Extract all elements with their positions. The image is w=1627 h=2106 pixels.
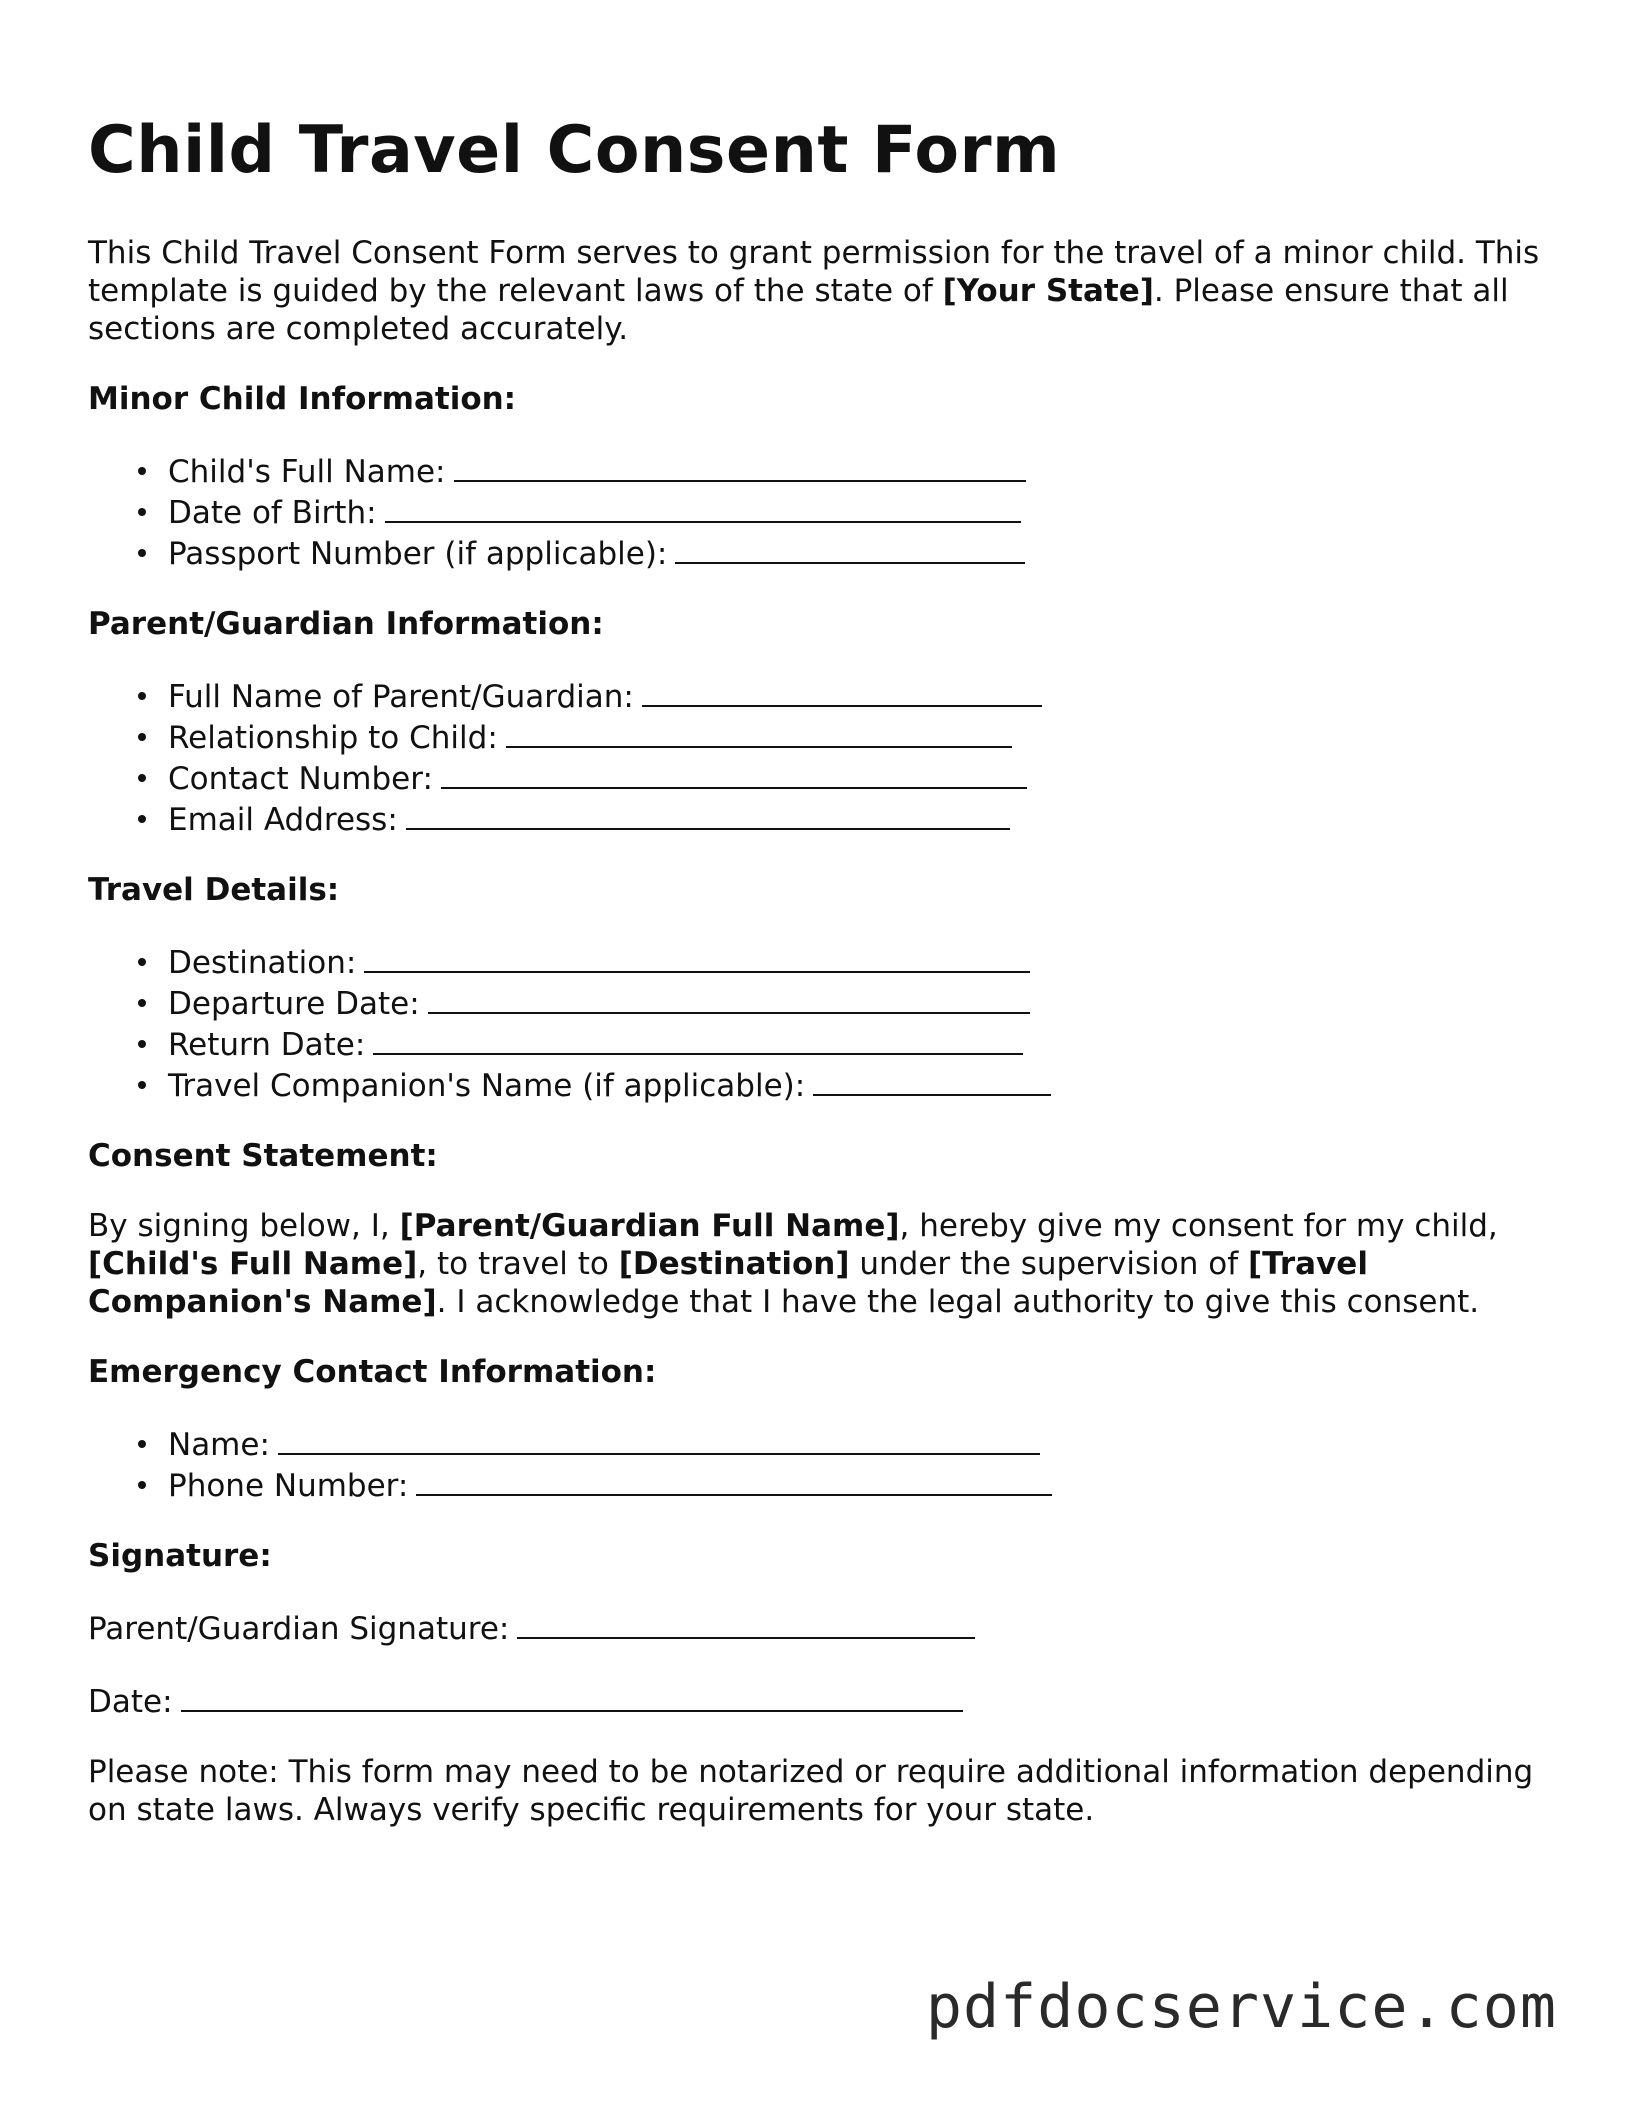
minor-child-list	[88, 450, 1548, 573]
parent-full-name-field[interactable]	[642, 675, 1042, 707]
list-item: Departure Date:	[168, 982, 1548, 1023]
emergency-heading: Emergency Contact Information:	[88, 1354, 657, 1390]
list-item: Email Address:	[168, 798, 1548, 839]
emergency-list	[88, 1423, 1548, 1505]
minor-child-heading: Minor Child Information:	[88, 381, 517, 417]
travel-details-list	[88, 941, 1548, 1105]
list-item: Passport Number (if applicable):	[168, 532, 1548, 573]
childs-full-name-field[interactable]	[454, 450, 1026, 482]
list-item: Travel Companion's Name (if applicable):	[168, 1064, 1548, 1105]
list-item: Child's Full Name:	[168, 450, 1548, 491]
list-item: Contact Number:	[168, 757, 1548, 798]
date-of-birth-field[interactable]	[385, 491, 1021, 523]
list-item: Destination:	[168, 941, 1548, 982]
passport-number-field[interactable]	[675, 532, 1025, 564]
signature-heading: Signature:	[88, 1538, 272, 1574]
emergency-name-field[interactable]	[278, 1423, 1040, 1455]
list-item: Phone Number:	[168, 1464, 1548, 1505]
list-item: Relationship to Child:	[168, 716, 1548, 757]
list-item: Return Date:	[168, 1023, 1548, 1064]
consent-paragraph: By signing below, I, [Parent/Guardian Full Name], hereby give my consent for my child, [Child's Full Name], to travel to [Destination] under the supervision of [Travel Companion's Name]. I acknowledge that I have the legal authority to give this consent.	[88, 1208, 1498, 1320]
document-page	[88, 112, 1548, 1829]
destination-field[interactable]	[364, 941, 1030, 973]
contact-number-field[interactable]	[441, 757, 1027, 789]
state-placeholder: [Your State]	[942, 273, 1154, 309]
date-field[interactable]	[181, 1680, 963, 1712]
email-address-field[interactable]	[406, 798, 1010, 830]
consent-heading: Consent Statement:	[88, 1138, 438, 1174]
date-row: Date:	[88, 1680, 1548, 1721]
note-paragraph: Please note: This form may need to be notarized or require additional information depending on state laws. Always verify specific requirements for your state.	[88, 1754, 1534, 1828]
signature-row: Parent/Guardian Signature:	[88, 1607, 1548, 1648]
watermark: pdfdocservice.com	[925, 1972, 1557, 2042]
list-item: Date of Birth:	[168, 491, 1548, 532]
travel-companion-field[interactable]	[813, 1064, 1051, 1096]
emergency-phone-field[interactable]	[416, 1464, 1052, 1496]
parent-guardian-list	[88, 675, 1548, 839]
travel-details-heading: Travel Details:	[88, 872, 340, 908]
parent-guardian-heading: Parent/Guardian Information:	[88, 606, 604, 642]
departure-date-field[interactable]	[428, 982, 1030, 1014]
return-date-field[interactable]	[373, 1023, 1023, 1055]
relationship-field[interactable]	[506, 716, 1012, 748]
signature-field[interactable]	[517, 1607, 975, 1639]
list-item: Name:	[168, 1423, 1548, 1464]
intro-paragraph: This Child Travel Consent Form serves to grant permission for the travel of a minor child. This template is guided by the relevant laws of the state of [Your State]. Please ensure that all sections are completed accurately.	[88, 235, 1540, 347]
list-item: Full Name of Parent/Guardian:	[168, 675, 1548, 716]
page-title: Child Travel Consent Form	[88, 113, 1061, 188]
